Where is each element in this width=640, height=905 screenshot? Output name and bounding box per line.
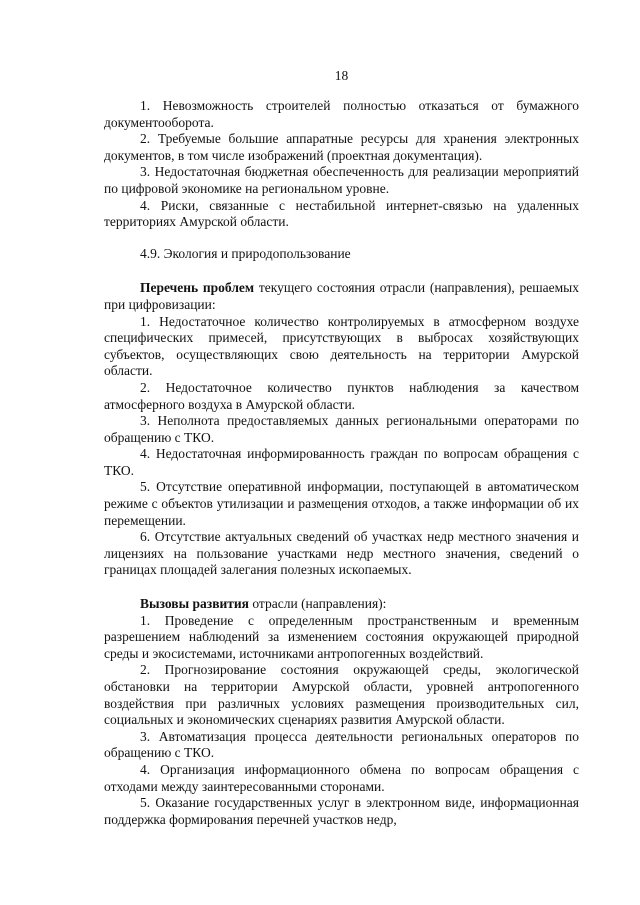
challenges-heading-bold: Вызовы развития xyxy=(140,596,249,612)
list-item: 2. Прогнозирование состояния окружающей среды, экологической обстановки на территории Амурской области, уровней антропогенного воздействия при различных условиях размещения производительных сил, социальных и экономических сценариях развития Амурской области. xyxy=(104,662,579,728)
list-item: 3. Недостаточная бюджетная обеспеченность для реализации мероприятий по цифровой экономике на региональном уровне. xyxy=(104,164,579,196)
page-number: 18 xyxy=(334,68,349,83)
list-item: 1. Недостаточное количество контролируемых в атмосферном воздухе специфических примесей, присутствующих в выбросах хозяйствующих субъектов, осуществляющих свою деятельность на территории Амурской области. xyxy=(104,313,579,379)
list-item: 1. Невозможность строителей полностью отказаться от бумажного документооборота. xyxy=(104,98,579,130)
challenges-heading xyxy=(104,596,579,613)
list-item: 3. Автоматизация процесса деятельности региональных операторов по обращению с ТКО. xyxy=(104,728,579,761)
list-item: 3. Неполнота предоставляемых данных региональными операторами по обращению с ТКО. xyxy=(104,413,579,445)
challenges-heading-rest: отрасли (направления): xyxy=(248,596,387,612)
list-item: 4. Недостаточная информированность граждан по вопросам обращения с ТКО. xyxy=(104,446,579,478)
problems-heading-bold: Перечень проблем xyxy=(140,280,255,296)
list-item: 5. Отсутствие оперативной информации, поступающей в автоматическом режиме с объектов утилизации и размещения отходов, а также информации об их перемещении. xyxy=(104,479,579,528)
list-item: 5. Оказание государственных услуг в электронном виде, информационная поддержка формирования перечней участков недр, xyxy=(104,795,579,827)
problems-heading-rest: текущего состояния отрасли (направления), решаемых при цифровизации: xyxy=(104,280,579,312)
list-item: 2. Требуемые большие аппаратные ресурсы для хранения электронных документов, в том числе изображений (проектная документация). xyxy=(104,131,579,163)
section-title: 4.9. Экология и природопользование xyxy=(140,245,351,261)
problems-heading xyxy=(104,280,579,313)
list-item: 1. Проведение с определенным пространственным и временным разрешением наблюдений за изменением состояния окружающей природной среды и экосистемами, источниками антропогенных воздействий. xyxy=(104,612,579,661)
list-item: 6. Отсутствие актуальных сведений об участках недр местного значения и лицензиях на пользование участками недр местного значения, сведений о границах площадей залегания полезных ископаемых. xyxy=(104,529,579,578)
list-item: 4. Риски, связанные с нестабильной интернет-связью на удаленных территориях Амурской области. xyxy=(104,197,579,230)
list-item: 4. Организация информационного обмена по вопросам обращения с отходами между заинтересованными сторонами. xyxy=(104,761,579,794)
list-item: 2. Недостаточное количество пунктов наблюдения за качеством атмосферного воздуха в Амурской области. xyxy=(104,379,579,412)
